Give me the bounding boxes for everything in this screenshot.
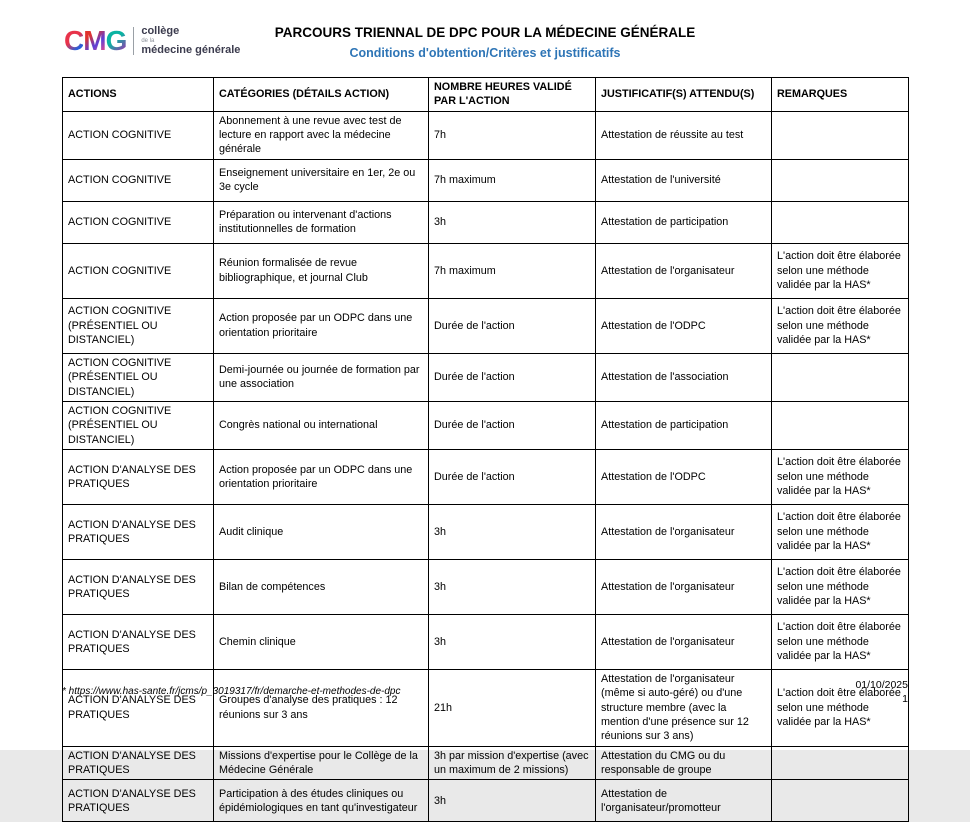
cell-justificatif: Attestation de l'organisateur	[596, 559, 772, 614]
col-header-remarques: REMARQUES	[772, 78, 909, 112]
table-row	[63, 111, 909, 159]
cell-category: Missions d'expertise pour le Collège de la Médecine Générale	[214, 746, 429, 780]
cell-remarque: L'action doit être élaborée selon une méthode validée par la HAS*	[772, 614, 909, 669]
header-titles	[0, 25, 970, 60]
cell-justificatif: Attestation de l'organisateur	[596, 504, 772, 559]
cell-hours: 3h par mission d'expertise (avec un maximum de 2 missions)	[429, 746, 596, 780]
cell-remarque	[772, 353, 909, 401]
dpc-table	[62, 77, 909, 822]
page-title: PARCOURS TRIENNAL DE DPC POUR LA MÉDECINE GÉNÉRALE	[274, 25, 696, 40]
table-row	[63, 201, 909, 243]
cell-justificatif: Attestation de l'ODPC	[596, 298, 772, 353]
cell-action: ACTION D'ANALYSE DES PRATIQUES	[63, 504, 214, 559]
cell-remarque: L'action doit être élaborée selon une méthode validée par la HAS*	[772, 504, 909, 559]
table-row	[63, 353, 909, 401]
cell-category: Congrès national ou international	[214, 401, 429, 449]
footer-date: 01/10/2025	[855, 679, 908, 691]
cell-justificatif: Attestation de l'organisateur	[596, 614, 772, 669]
table-row	[63, 159, 909, 201]
cell-hours: 21h	[429, 669, 596, 746]
cell-category: Bilan de compétences	[214, 559, 429, 614]
table-row	[63, 401, 909, 449]
cell-action: ACTION D'ANALYSE DES PRATIQUES	[63, 780, 214, 822]
cell-hours: 3h	[429, 504, 596, 559]
cell-justificatif: Attestation de l'association	[596, 353, 772, 401]
cell-justificatif: Attestation de l'ODPC	[596, 449, 772, 504]
cell-remarque: L'action doit être élaborée selon une méthode validée par la HAS*	[772, 669, 909, 746]
cell-hours: 7h maximum	[429, 159, 596, 201]
cell-justificatif: Attestation de l'organisateur	[596, 243, 772, 298]
cell-category: Action proposée par un ODPC dans une orientation prioritaire	[214, 298, 429, 353]
cell-hours: 3h	[429, 614, 596, 669]
cell-remarque	[772, 746, 909, 780]
cell-hours: 7h maximum	[429, 243, 596, 298]
cell-category: Demi-journée ou journée de formation par une association	[214, 353, 429, 401]
cell-hours: Durée de l'action	[429, 449, 596, 504]
cell-hours: Durée de l'action	[429, 298, 596, 353]
cell-remarque: L'action doit être élaborée selon une méthode validée par la HAS*	[772, 559, 909, 614]
dpc-table-container	[62, 77, 908, 822]
cell-action: ACTION D'ANALYSE DES PRATIQUES	[63, 559, 214, 614]
cell-action: ACTION COGNITIVE (PRÉSENTIEL OU DISTANCIEL)	[63, 353, 214, 401]
table-row	[63, 746, 909, 780]
cell-remarque: L'action doit être élaborée selon une méthode validée par la HAS*	[772, 449, 909, 504]
cell-hours: 3h	[429, 780, 596, 822]
logo-line-college: collège	[141, 25, 180, 37]
cell-category: Préparation ou intervenant d'actions institutionnelles de formation	[214, 201, 429, 243]
cell-category: Participation à des études cliniques ou épidémiologiques en tant qu'investigateur	[214, 780, 429, 822]
table-header-row	[63, 78, 909, 112]
cell-action: ACTION D'ANALYSE DES PRATIQUES	[63, 449, 214, 504]
table-row	[63, 614, 909, 669]
cell-remarque: L'action doit être élaborée selon une méthode validée par la HAS*	[772, 298, 909, 353]
cell-remarque	[772, 401, 909, 449]
cmg-letter-m: M	[83, 25, 106, 56]
table-row	[63, 559, 909, 614]
page-number: 1	[902, 693, 908, 706]
cmg-letter-c: C	[64, 25, 84, 56]
cell-category: Abonnement à une revue avec test de lecture en rapport avec la médecine générale	[214, 111, 429, 159]
table-row	[63, 669, 909, 746]
cell-action: ACTION D'ANALYSE DES PRATIQUES	[63, 614, 214, 669]
cell-remarque	[772, 780, 909, 822]
cell-remarque	[772, 111, 909, 159]
table-row	[63, 298, 909, 353]
cell-action: ACTION D'ANALYSE DES PRATIQUES	[63, 669, 214, 746]
cell-category: Réunion formalisée de revue bibliographique, et journal Club	[214, 243, 429, 298]
cell-justificatif: Attestation de participation	[596, 401, 772, 449]
logo-line-dela: de la	[141, 38, 155, 44]
cell-hours: 7h	[429, 111, 596, 159]
cmg-letter-g: G	[105, 25, 127, 56]
col-header-actions: ACTIONS	[63, 78, 214, 112]
cell-justificatif: Attestation du CMG ou du responsable de groupe	[596, 746, 772, 780]
page-subtitle: Conditions d'obtention/Critères et justificatifs	[349, 46, 621, 60]
table-body	[63, 111, 909, 822]
cell-justificatif: Attestation de l'université	[596, 159, 772, 201]
cell-category: Audit clinique	[214, 504, 429, 559]
cell-remarque	[772, 201, 909, 243]
page-info	[855, 678, 908, 706]
cell-hours: 3h	[429, 201, 596, 243]
cell-hours: 3h	[429, 559, 596, 614]
has-footnote: * https://www.has-sante.fr/jcms/p_3019317/fr/demarche-et-methodes-de-dpc	[62, 686, 401, 697]
cell-remarque: L'action doit être élaborée selon une méthode validée par la HAS*	[772, 243, 909, 298]
cell-category: Chemin clinique	[214, 614, 429, 669]
cell-action: ACTION D'ANALYSE DES PRATIQUES	[63, 746, 214, 780]
cell-justificatif: Attestation de l'organisateur/promotteur	[596, 780, 772, 822]
cell-action: ACTION COGNITIVE	[63, 201, 214, 243]
logo-line-medecine: médecine générale	[141, 44, 241, 56]
cell-justificatif: Attestation de l'organisateur (même si auto-géré) ou d'une structure membre (avec la mention d'une présence sur 12 réunions sur 3 ans)	[596, 669, 772, 746]
cell-action: ACTION COGNITIVE (PRÉSENTIEL OU DISTANCIEL)	[63, 401, 214, 449]
table-row	[63, 504, 909, 559]
cell-category: Groupes d'analyse des pratiques : 12 réunions sur 3 ans	[214, 669, 429, 746]
cell-action: ACTION COGNITIVE	[63, 159, 214, 201]
table-row	[63, 449, 909, 504]
cell-action: ACTION COGNITIVE (PRÉSENTIEL OU DISTANCIEL)	[63, 298, 214, 353]
col-header-categories: CATÉGORIES (DÉTAILS ACTION)	[214, 78, 429, 112]
col-header-heures: NOMBRE HEURES VALIDÉ PAR L'ACTION	[429, 78, 596, 112]
cell-category: Action proposée par un ODPC dans une orientation prioritaire	[214, 449, 429, 504]
cell-hours: Durée de l'action	[429, 353, 596, 401]
cell-justificatif: Attestation de réussite au test	[596, 111, 772, 159]
table-row	[63, 780, 909, 822]
col-header-justificatifs: JUSTIFICATIF(S) ATTENDU(S)	[596, 78, 772, 112]
cell-action: ACTION COGNITIVE	[63, 243, 214, 298]
cell-remarque	[772, 159, 909, 201]
table-row	[63, 243, 909, 298]
cell-action: ACTION COGNITIVE	[63, 111, 214, 159]
cell-justificatif: Attestation de participation	[596, 201, 772, 243]
cell-category: Enseignement universitaire en 1er, 2e ou 3e cycle	[214, 159, 429, 201]
cell-hours: Durée de l'action	[429, 401, 596, 449]
